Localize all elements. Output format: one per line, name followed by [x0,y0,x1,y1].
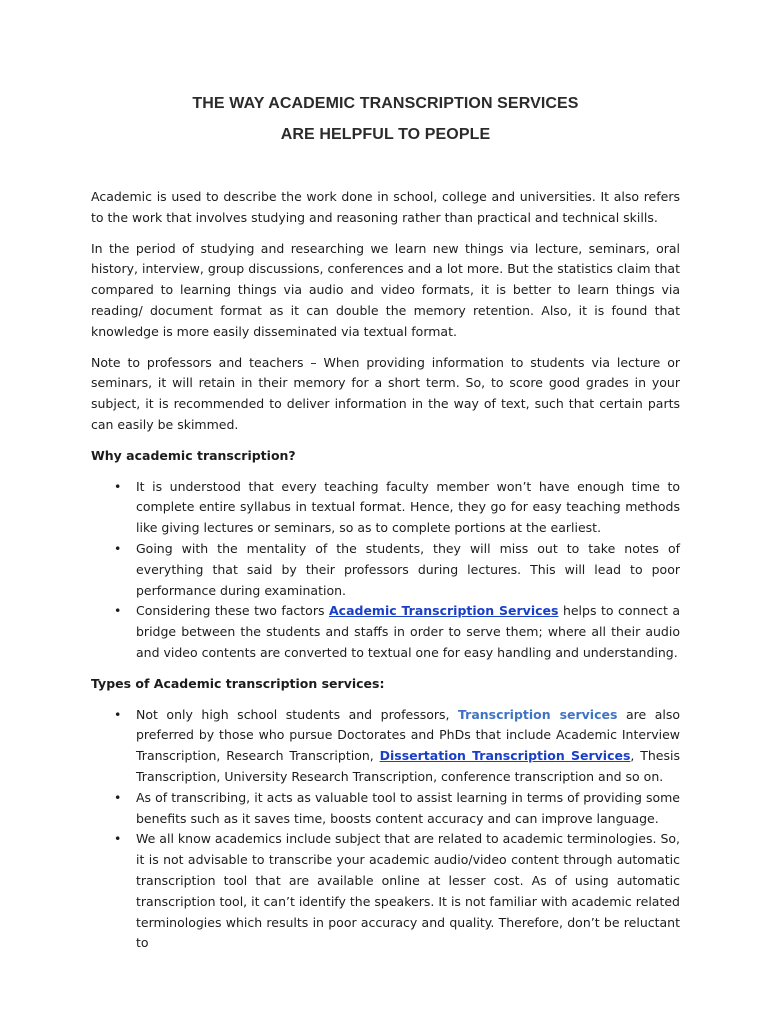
bullet-icon: • [114,603,122,619]
list-item-text: We all know academics include subject that are related to academic terminologies. So, it is not advisable to transcribe your academic audio/video content through automatic transcription tool that are available online at lesser cost. As of using automatic transcription tool, it can’t identify the speakers. It is not familiar with academic related terminologies which results in poor accuracy and quality. Therefore, don’t be reluctant to [136,831,680,951]
paragraph-note: Note to professors and teachers – When providing information to students via lecture or seminars, it will retain in their memory for a short term. So, to score good grades in your subject, it is recommended to deliver information in the way of text, such that certain parts can easily be skimmed. [91,354,680,432]
paragraph-studying: In the period of studying and researching we learn new things via lecture, seminars, oral history, interview, group discussions, conferences and a lot more. But the statistics claim that compared to learning things via audio and video formats, it is better to learn things via reading/ document format as it can double the memory retention. Also, it is found that knowledge is more easily disseminated via textual format. [91,240,680,339]
section-heading-why: Why academic transcription? [91,447,296,463]
list-item-text: It is understood that every teaching faculty member won’t have enough time to complete entire syllabus in textual format. Hence, they go for easy teaching methods like giving lectures or seminars, so as to complete portions at the earliest. [136,478,680,536]
list-item [91,477,680,539]
bullet-icon: • [114,540,122,556]
bullet-icon: • [114,706,122,722]
transcription-services-link[interactable]: Transcription services [458,706,618,722]
list-item-text: Going with the mentality of the students, they will miss out to take notes of everything that said by their professors during lectures. This will lead to poor performance during examination. [136,540,680,598]
list-item-text-pre: Considering these two factors [136,603,329,619]
list-item-text-post: helps to connect a bridge between the students and staffs in order to serve them; where all their audio and video contents are converted to textual one for easy handling and understanding. [136,603,680,660]
list-item [91,601,680,663]
document-title-line1: THE WAY ACADEMIC TRANSCRIPTION SERVICES [192,95,579,112]
paragraph-intro: Academic is used to describe the work done in school, college and universities. It also refers to the work that involves studying and reasoning rather than practical and technical skills. [91,189,680,225]
academic-transcription-services-link[interactable]: Academic Transcription Services [328,603,559,619]
list-item-text-mid: are also preferred by those who pursue Doctorates and PhDs that include Academic Interview Transcription, Research Transcription, [136,706,680,764]
document-body [91,187,680,954]
why-list [91,477,680,664]
list-item-text: As of transcribing, it acts as valuable tool to assist learning in terms of providing some benefits such as it saves time, boosts content accuracy and can improve language. [136,789,680,826]
bullet-icon: • [114,478,122,494]
types-list [91,705,680,955]
document-title-line2: ARE HELPFUL TO PEOPLE [280,126,491,143]
list-item-text-post: , Thesis Transcription, University Research Transcription, conference transcription and so on. [136,748,680,784]
list-item [91,539,680,601]
bullet-icon: • [114,831,122,847]
list-item-text-pre: Not only high school students and professors, [136,706,459,722]
list-item [91,705,680,788]
list-item [91,788,680,830]
bullet-icon: • [114,789,122,805]
dissertation-transcription-services-link[interactable]: Dissertation Transcription Services [379,748,631,764]
list-item [91,829,680,954]
section-heading-types: Types of Academic transcription services: [91,675,385,691]
